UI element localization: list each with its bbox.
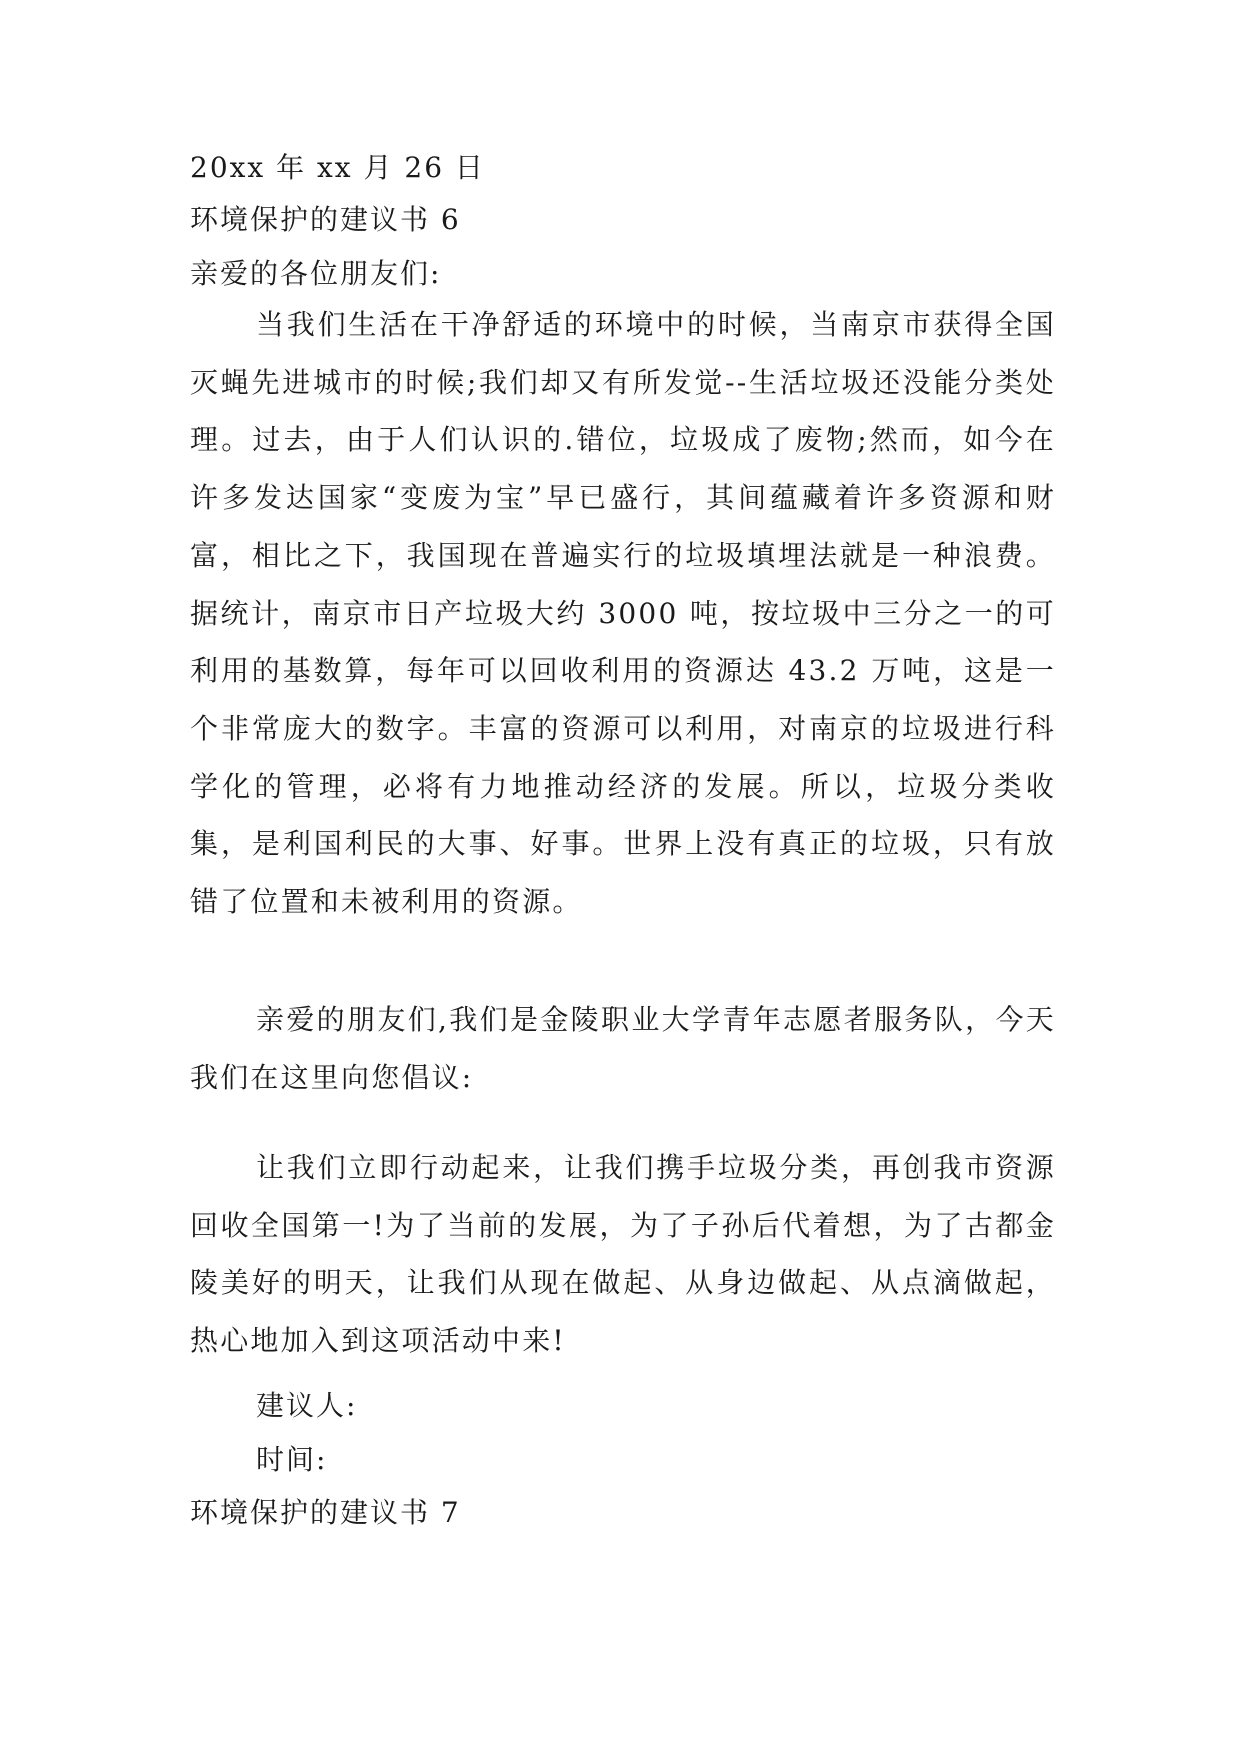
body-paragraph-2: 亲爱的朋友们,我们是金陵职业大学青年志愿者服务队，今天我们在这里向您倡议: bbox=[190, 1003, 1056, 1094]
salutation: 亲爱的各位朋友们: bbox=[190, 257, 442, 290]
body-paragraph-3: 让我们立即行动起来，让我们携手垃圾分类，再创我市资源回收全国第一!为了当前的发展，为了子孙后代着想，为了古都金陵美好的明天，让我们从现在做起、从身边做起、从点滴做起，热心地加入到这项活动中来! bbox=[190, 1151, 1056, 1358]
time-label: 时间: bbox=[256, 1443, 328, 1476]
section-heading-6: 环境保护的建议书 6 bbox=[190, 203, 461, 236]
proposer-label: 建议人: bbox=[256, 1389, 358, 1422]
date-line: 20xx 年 xx 月 26 日 bbox=[190, 151, 485, 184]
section-heading-7: 环境保护的建议书 7 bbox=[190, 1496, 461, 1529]
body-paragraph-1: 当我们生活在干净舒适的环境中的时候，当南京市获得全国灭蝇先进城市的时候;我们却又有所发觉--生活垃圾还没能分类处理。过去，由于人们认识的.错位，垃圾成了废物;然而，如今在许多发达国家“变废为宝”早已盛行，其间蕴藏着许多资源和财富，相比之下，我国现在普遍实行的垃圾填埋法就是一种浪费。据统计，南京市日产垃圾大约 3000 吨，按垃圾中三分之一的可利用的基数算，每年可以回收利用的资源达 43.2 万吨，这是一个非常庞大的数字。丰富的资源可以利用，对南京的垃圾进行科学化的管理，必将有力地推动经济的发展。所以，垃圾分类收集，是利国利民的大事、好事。世界上没有真正的垃圾，只有放错了位置和未被利用的资源。 bbox=[190, 308, 1056, 919]
